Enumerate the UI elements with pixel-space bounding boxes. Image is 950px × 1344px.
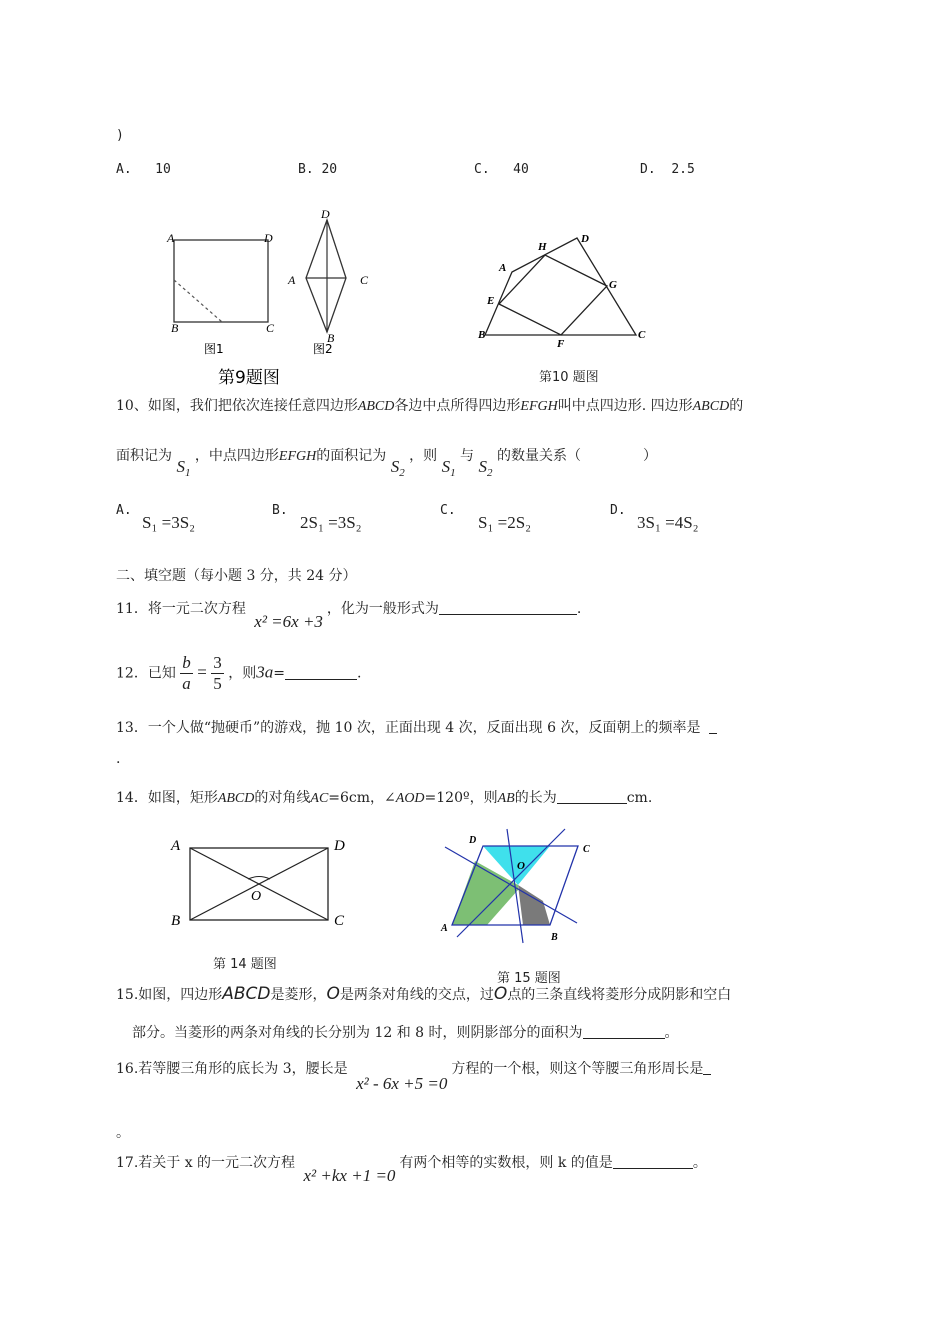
fig9-label-a2: A	[288, 273, 296, 287]
q13-blank	[709, 719, 717, 734]
q9-option-b: B. 20	[298, 162, 338, 177]
q15-line2: 部分。当菱形的两条对角线的长分别为 12 和 8 时，则阴影部分的面积为 。	[132, 1025, 679, 1041]
fig10-label-b: B	[478, 329, 486, 341]
q12: 12．已知 $\frac{b}{a}$ = $\frac{3}{5}$ ，则3a= .	[116, 653, 362, 693]
q11-equation: x² =6x +3	[254, 612, 323, 631]
fig15-label-b: B	[551, 932, 558, 943]
fig15-label-o: O	[517, 860, 525, 872]
q11: 11．将一元二次方程 x² =6x +3，化为一般形式为 .	[116, 601, 582, 631]
fig10-label-e: E	[487, 295, 495, 307]
q11-blank	[439, 600, 577, 615]
fig9-label-c2: C	[360, 273, 369, 287]
q9-option-d: D. 2.5	[640, 162, 695, 177]
figure-10	[475, 228, 655, 353]
section-title: 二、填空题（每小题 3 分，共 24 分）	[116, 568, 357, 584]
fig15-label-a: A	[441, 923, 448, 934]
q16-equation: x² - 6x +5 =0	[356, 1074, 448, 1093]
q10-option-b-letter: B.	[272, 503, 288, 518]
fig9-rectangle	[174, 240, 268, 322]
q17-equation: x² +kx +1 =0	[303, 1166, 396, 1185]
figure-14	[165, 833, 365, 933]
fig9-caption: 第9题图	[218, 368, 280, 388]
q12-blank	[285, 665, 357, 680]
fig9-label-c1: C	[266, 321, 275, 335]
figure-15	[435, 825, 605, 965]
q9-tail: )	[116, 128, 124, 143]
fig14-caption: 第 14 题图	[213, 957, 277, 972]
q15-blank	[583, 1024, 665, 1039]
fig10-caption: 第10 题图	[539, 370, 599, 385]
q13: 13．一个人做“抛硬币”的游戏，抛 10 次，正面出现 4 次，反面出现 6 次，反面朝上的频率是	[116, 717, 717, 737]
q10-option-c: S₁ =2S₂	[478, 513, 532, 532]
q17-blank	[613, 1154, 693, 1169]
fig14-label-o: O	[251, 889, 262, 904]
fig10-label-c: C	[638, 329, 646, 341]
fig14-label-b: B	[171, 913, 181, 929]
fig10-label-a: A	[499, 262, 507, 274]
fig15-label-c: C	[583, 844, 590, 855]
q10-line1: 10、如图，我们把依次连接任意四边形ABCD各边中点所得四边形EFGH叫中点四边形. 四边形ABCD的	[116, 398, 744, 414]
q10-option-d-letter: D.	[610, 503, 626, 518]
fig10-label-f: F	[557, 338, 565, 350]
fig10-label-g: G	[609, 279, 617, 291]
q14-blank	[557, 789, 627, 804]
q13-end: .	[116, 751, 121, 767]
fig9-label-b1: B	[171, 321, 179, 335]
fig9-fold-line	[174, 280, 222, 322]
fig9-label-b2: B	[327, 331, 335, 345]
fig15-label-d: D	[469, 835, 477, 846]
q16-end: 。	[116, 1125, 130, 1141]
q15-line1: 15.如图，四边形ABCD是菱形，O是两条对角线的交点，过O点的三条直线将菱形分成阴影和空白	[116, 984, 732, 1004]
fig10-label-d: D	[581, 233, 589, 245]
fig9-label-d2: D	[321, 207, 330, 221]
fig9-label-d1: D	[264, 231, 273, 245]
fig14-label-d: D	[334, 838, 345, 854]
q16-blank	[703, 1060, 711, 1075]
q10-option-d: 3S₁ =4S₂	[637, 513, 699, 532]
figure-9	[160, 205, 380, 390]
q10-option-a: S₁ =3S₂	[142, 513, 196, 532]
q10-option-c-letter: C.	[440, 503, 456, 518]
q16: 16.若等腰三角形的底长为 3，腰长是 x² - 6x +5 =0方程的一个根，则这个等腰三角形周长是	[116, 1058, 711, 1094]
q10-option-b: 2S₁ =3S₂	[300, 513, 362, 532]
q17: 17.若关于 x 的一元二次方程 x² +kx +1 =0有两个相等的实数根，则 k 的值是 。	[116, 1155, 707, 1185]
fig9-caption-1: 图1	[204, 342, 224, 356]
q10-option-a-letter: A.	[116, 503, 132, 518]
q14: 14．如图，矩形ABCD的对角线AC=6cm，∠AOD=120º，则AB的长为 cm.	[116, 790, 653, 806]
fig14-label-c: C	[334, 913, 345, 929]
fig9-label-a1: A	[167, 231, 175, 245]
fig9-rhombus	[306, 220, 346, 332]
q9-option-a: A. 10	[116, 162, 171, 177]
q9-option-c: C. 40	[474, 162, 529, 177]
fig14-label-a: A	[171, 838, 181, 854]
fig10-label-h: H	[538, 241, 547, 253]
fig10-quad-efgh	[499, 255, 607, 335]
fig14-angle-arc	[248, 877, 270, 880]
q10-line2: 面积记为 $S_1$ ，中点四边形EFGH的面积记为 $S_2$ ，则 $S_1$ 与 $S_2$ 的数量关系（ ）	[116, 448, 657, 479]
fig9-caption-2: 图2	[313, 342, 333, 356]
fig15-caption: 第 15 题图	[497, 971, 561, 986]
